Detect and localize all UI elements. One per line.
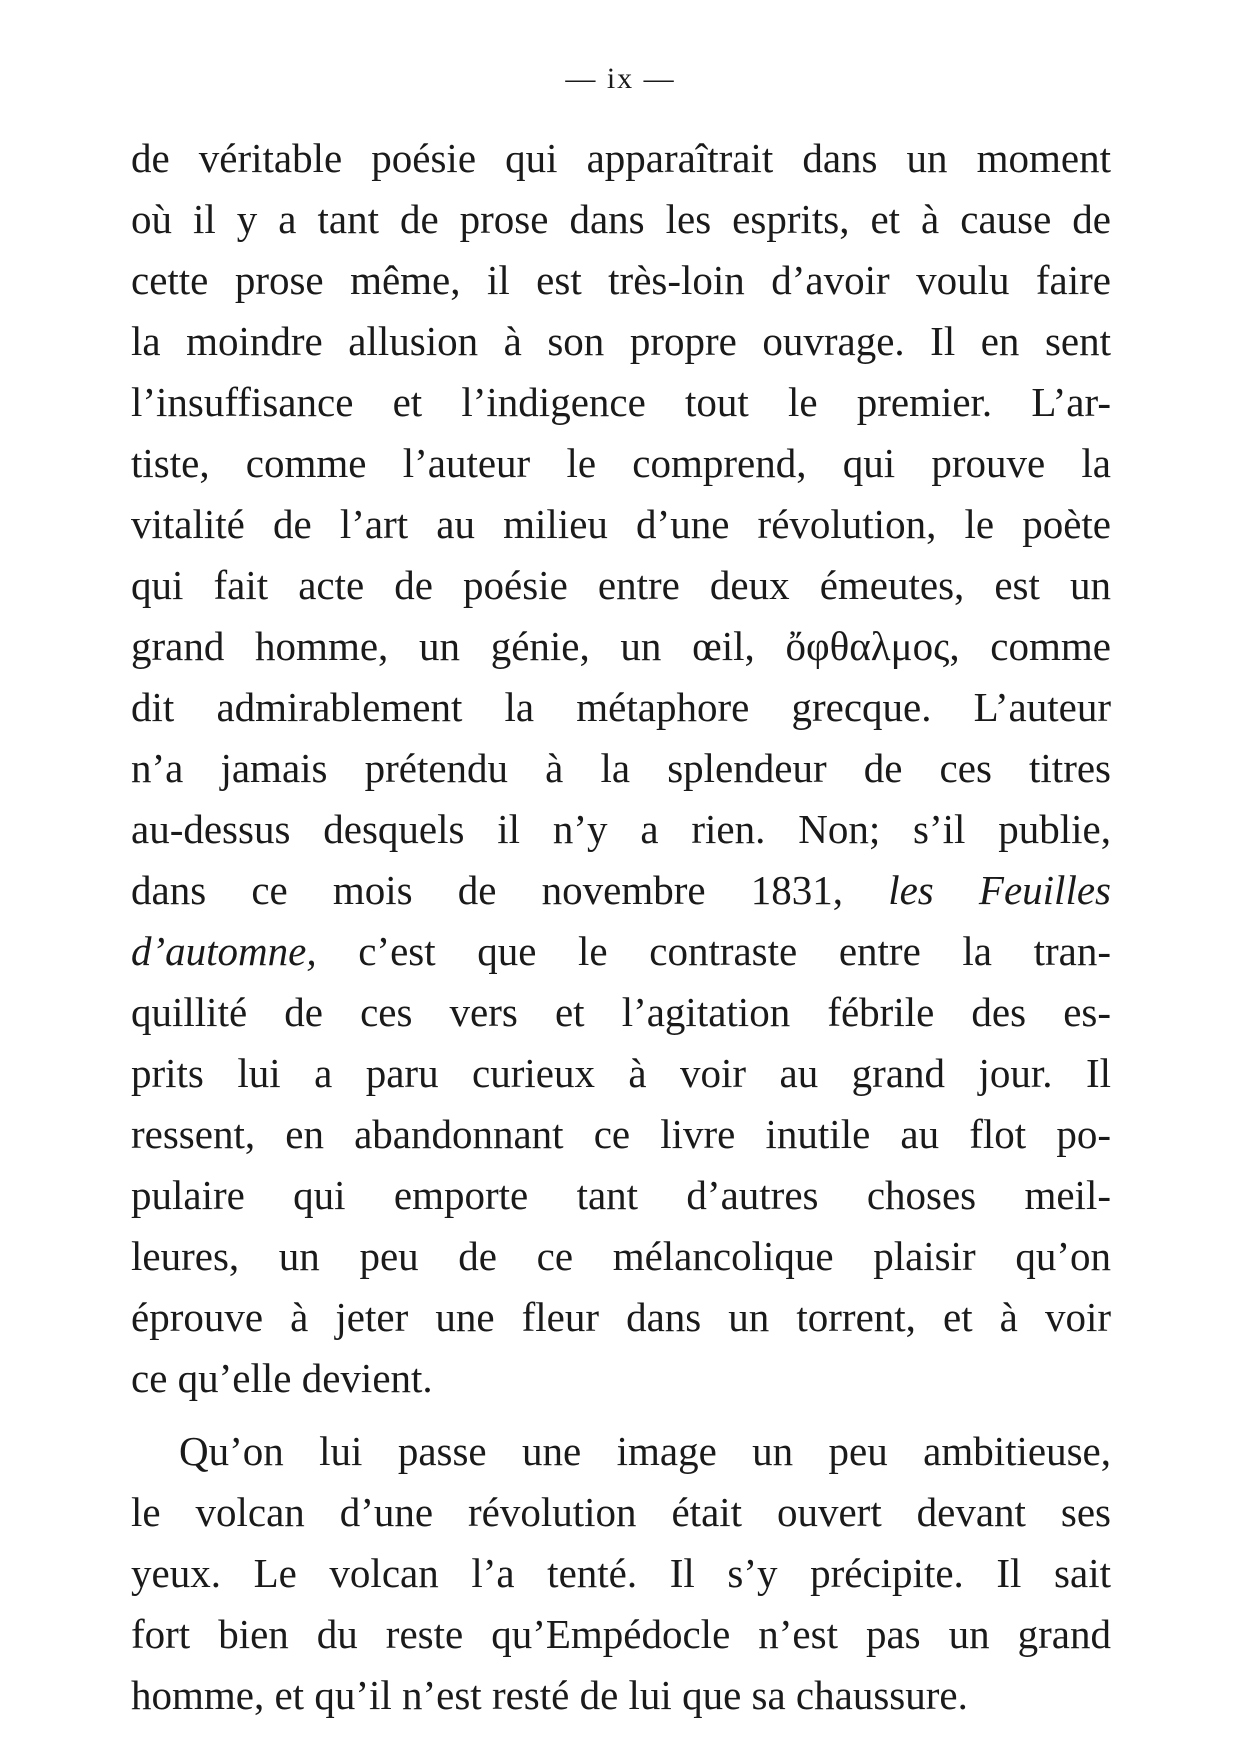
paragraph-gap [131,1409,1111,1421]
body-text [131,128,1111,1726]
text-line: ce qu’elle devient. [131,1355,433,1401]
text-line: dit admirablement la métaphore grecque. L’auteur [131,684,1111,730]
text-segment: c’est que le contraste entre la tran- [316,928,1111,974]
text-line: vitalité de l’art au milieu d’une révolution, le poète [131,501,1111,547]
text-line: éprouve à jeter une fleur dans un torrent, et à voir [131,1294,1111,1340]
text-line: qui fait acte de poésie entre deux émeutes, est un [131,562,1111,608]
text-line: fort bien du reste qu’Empédocle n’est pas un grand [131,1611,1111,1657]
text-line: n’a jamais prétendu à la splendeur de ces titres [131,745,1111,791]
text-segment: dans ce mois de novembre 1831, [131,867,889,913]
text-line: au-dessus desquels il n’y a rien. Non; s’il publie, [131,806,1111,852]
text-line: tiste, comme l’auteur le comprend, qui prouve la [131,440,1111,486]
text-line: quillité de ces vers et l’agitation fébrile des es- [131,989,1111,1035]
italic-title: d’automne, [131,928,317,974]
text-line: de véritable poésie qui apparaîtrait dans un moment [131,135,1111,181]
text-line: le volcan d’une révolution était ouvert devant ses [131,1489,1111,1535]
text-line: homme, et qu’il n’est resté de lui que sa chaussure. [131,1672,968,1718]
text-line: Qu’on lui passe une image un peu ambitieuse, [179,1428,1111,1474]
text-line: grand homme, un génie, un œil, ὄφθαλμος, comme [131,623,1111,669]
text-line: l’insuffisance et l’indigence tout le premier. L’ar- [131,379,1111,425]
text-line: pulaire qui emporte tant d’autres choses meil- [131,1172,1111,1218]
text-line: où il y a tant de prose dans les esprits, et à cause de [131,196,1111,242]
text-line: la moindre allusion à son propre ouvrage. Il en sent [131,318,1111,364]
text-line: leures, un peu de ce mélancolique plaisir qu’on [131,1233,1111,1279]
text-line [131,860,1111,921]
text-line: ressent, en abandonnant ce livre inutile au flot po- [131,1111,1111,1157]
text-line: cette prose même, il est très-loin d’avoir voulu faire [131,257,1111,303]
text-line [131,921,1111,982]
text-line: yeux. Le volcan l’a tenté. Il s’y précipite. Il sait [131,1550,1111,1596]
italic-title: les Feuilles [888,867,1111,913]
page-number: — ix — [565,62,676,95]
text-line: prits lui a paru curieux à voir au grand jour. Il [131,1050,1111,1096]
